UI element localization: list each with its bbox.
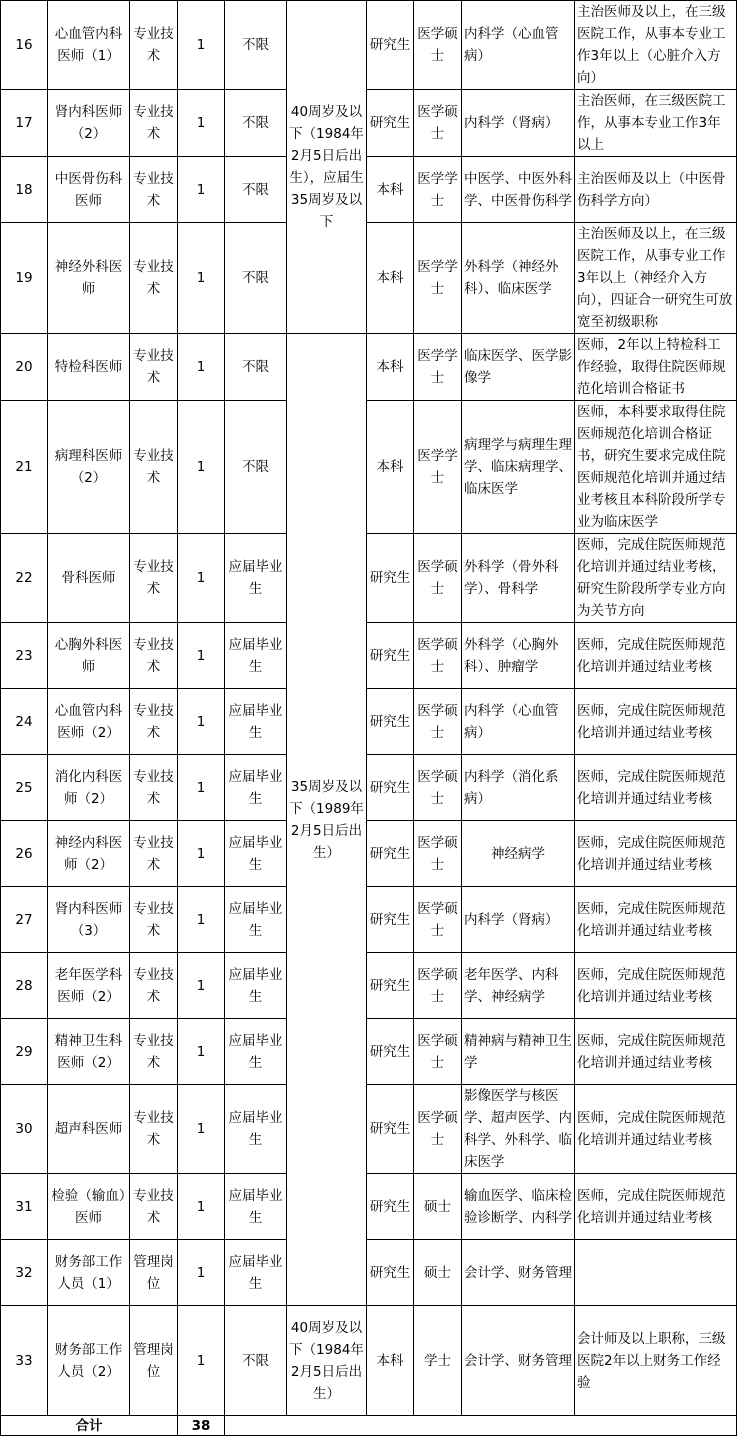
cell-name: 消化内科医师（2）	[48, 755, 130, 821]
cell-major: 内科学（心血管病）	[462, 689, 575, 755]
cell-name: 超声科医师	[48, 1085, 130, 1174]
cell-name: 神经外科医师	[48, 223, 130, 334]
cell-count: 1	[178, 623, 225, 689]
cell-graduate: 不限	[225, 1, 287, 90]
cell-category: 专业技术	[130, 334, 178, 401]
table-row	[1, 157, 737, 223]
cell-degree: 医学学士	[414, 157, 462, 223]
cell-degree: 医学硕士	[414, 755, 462, 821]
cell-count: 1	[178, 1, 225, 90]
cell-count: 1	[178, 1019, 225, 1085]
cell-major: 外科学（心胸外科）、肿瘤学	[462, 623, 575, 689]
cell-count: 1	[178, 1085, 225, 1174]
table-row	[1, 1085, 737, 1174]
total-row	[1, 1416, 737, 1436]
cell-education: 本科	[367, 401, 414, 534]
cell-graduate: 不限	[225, 334, 287, 401]
table-row	[1, 1019, 737, 1085]
cell-graduate: 不限	[225, 157, 287, 223]
cell-category: 专业技术	[130, 623, 178, 689]
cell-category: 专业技术	[130, 689, 178, 755]
cell-no: 33	[1, 1306, 48, 1416]
cell-count: 1	[178, 887, 225, 953]
cell-age-group-c: 40周岁及以下（1984年2月5日后出生）	[287, 1306, 367, 1416]
cell-education: 本科	[367, 1306, 414, 1416]
cell-major: 内科学（肾病）	[462, 887, 575, 953]
cell-name: 中医骨伤科医师	[48, 157, 130, 223]
cell-name: 心胸外科医师	[48, 623, 130, 689]
cell-name: 财务部工作人员（1）	[48, 1240, 130, 1306]
cell-major: 内科学（肾病）	[462, 90, 575, 157]
cell-name: 神经内科医师（2）	[48, 821, 130, 887]
cell-education: 本科	[367, 157, 414, 223]
cell-major: 外科学（神经外科）、临床医学	[462, 223, 575, 334]
cell-count: 1	[178, 90, 225, 157]
cell-degree: 医学硕士	[414, 887, 462, 953]
cell-no: 31	[1, 1174, 48, 1240]
total-label: 合计	[1, 1416, 178, 1436]
cell-requirements	[575, 1240, 737, 1306]
cell-category: 专业技术	[130, 1085, 178, 1174]
cell-major: 临床医学、医学影像学	[462, 334, 575, 401]
cell-graduate: 应届毕业生	[225, 755, 287, 821]
cell-name: 肾内科医师（2）	[48, 90, 130, 157]
cell-no: 20	[1, 334, 48, 401]
cell-degree: 医学学士	[414, 223, 462, 334]
cell-education: 本科	[367, 334, 414, 401]
cell-name: 特检科医师	[48, 334, 130, 401]
cell-requirements: 医师，2年以上特检科工作经验，取得住院医师规范化培训合格证书	[575, 334, 737, 401]
cell-requirements: 医师，完成住院医师规范化培训并通过结业考核	[575, 623, 737, 689]
cell-education: 研究生	[367, 689, 414, 755]
table-row	[1, 534, 737, 623]
cell-no: 27	[1, 887, 48, 953]
cell-no: 28	[1, 953, 48, 1019]
cell-major: 输血医学、临床检验诊断学、内科学	[462, 1174, 575, 1240]
cell-count: 1	[178, 755, 225, 821]
cell-graduate: 应届毕业生	[225, 1019, 287, 1085]
cell-category: 专业技术	[130, 534, 178, 623]
cell-degree: 医学硕士	[414, 689, 462, 755]
cell-major: 精神病与精神卫生学	[462, 1019, 575, 1085]
table-row	[1, 623, 737, 689]
cell-major: 会计学、财务管理	[462, 1240, 575, 1306]
cell-requirements: 医师，完成住院医师规范化培训并通过结业考核	[575, 1085, 737, 1174]
cell-major: 内科学（消化系病）	[462, 755, 575, 821]
cell-graduate: 不限	[225, 90, 287, 157]
cell-count: 1	[178, 1240, 225, 1306]
cell-category: 专业技术	[130, 755, 178, 821]
cell-requirements: 医师，完成住院医师规范化培训并通过结业考核	[575, 755, 737, 821]
table-row	[1, 223, 737, 334]
cell-name: 检验（输血）医师	[48, 1174, 130, 1240]
cell-no: 16	[1, 1, 48, 90]
cell-count: 1	[178, 157, 225, 223]
cell-major: 病理学与病理生理学、临床病理学、临床医学	[462, 401, 575, 534]
cell-education: 研究生	[367, 755, 414, 821]
cell-category: 专业技术	[130, 1, 178, 90]
cell-category: 管理岗位	[130, 1306, 178, 1416]
cell-requirements: 医师，完成住院医师规范化培训并通过结业考核	[575, 953, 737, 1019]
cell-education: 研究生	[367, 953, 414, 1019]
cell-category: 专业技术	[130, 821, 178, 887]
cell-no: 22	[1, 534, 48, 623]
cell-education: 研究生	[367, 623, 414, 689]
cell-graduate: 应届毕业生	[225, 623, 287, 689]
cell-degree: 硕士	[414, 1240, 462, 1306]
cell-count: 1	[178, 401, 225, 534]
cell-requirements: 主治医师及以上，在三级医院工作，从事本专业工作3年以上（心脏介入方向）	[575, 1, 737, 90]
cell-no: 26	[1, 821, 48, 887]
cell-category: 专业技术	[130, 1174, 178, 1240]
cell-graduate: 应届毕业生	[225, 689, 287, 755]
cell-major: 神经病学	[462, 821, 575, 887]
cell-education: 研究生	[367, 1, 414, 90]
table-row	[1, 1, 737, 90]
cell-major: 老年医学、内科学、神经病学	[462, 953, 575, 1019]
cell-graduate: 应届毕业生	[225, 953, 287, 1019]
total-count: 38	[178, 1416, 225, 1436]
cell-major: 影像医学与核医学、超声医学、内科学、外科学、临床医学	[462, 1085, 575, 1174]
cell-education: 研究生	[367, 1174, 414, 1240]
cell-major: 内科学（心血管病）	[462, 1, 575, 90]
table-row	[1, 90, 737, 157]
cell-major: 会计学、财务管理	[462, 1306, 575, 1416]
cell-education: 本科	[367, 223, 414, 334]
cell-name: 精神卫生科医师（2）	[48, 1019, 130, 1085]
cell-degree: 医学硕士	[414, 953, 462, 1019]
cell-no: 29	[1, 1019, 48, 1085]
cell-no: 17	[1, 90, 48, 157]
cell-name: 骨科医师	[48, 534, 130, 623]
cell-count: 1	[178, 1174, 225, 1240]
cell-name: 心血管内科医师（1）	[48, 1, 130, 90]
cell-requirements: 医师，完成住院医师规范化培训并通过结业考核，研究生阶段所学专业方向为关节方向	[575, 534, 737, 623]
cell-name: 肾内科医师（3）	[48, 887, 130, 953]
cell-graduate: 应届毕业生	[225, 821, 287, 887]
cell-name: 心血管内科医师（2）	[48, 689, 130, 755]
cell-degree: 医学硕士	[414, 1085, 462, 1174]
cell-no: 21	[1, 401, 48, 534]
cell-graduate: 应届毕业生	[225, 1085, 287, 1174]
cell-major: 中医学、中医外科学、中医骨伤科学	[462, 157, 575, 223]
cell-count: 1	[178, 223, 225, 334]
cell-degree: 医学学士	[414, 334, 462, 401]
cell-education: 研究生	[367, 1019, 414, 1085]
cell-count: 1	[178, 689, 225, 755]
cell-category: 专业技术	[130, 223, 178, 334]
table-row	[1, 821, 737, 887]
cell-requirements: 医师，本科要求取得住院医师规范化培训合格证书，研究生要求完成住院医师规范化培训并通过结业考核且本科阶段所学专业为临床医学	[575, 401, 737, 534]
cell-category: 专业技术	[130, 401, 178, 534]
cell-count: 1	[178, 821, 225, 887]
cell-degree: 医学学士	[414, 401, 462, 534]
cell-age-group-a: 40周岁及以下（1984年2月5日后出生），应届生35周岁及以下	[287, 1, 367, 334]
cell-no: 25	[1, 755, 48, 821]
cell-requirements: 医师，完成住院医师规范化培训并通过结业考核	[575, 689, 737, 755]
table-row	[1, 953, 737, 1019]
table-row	[1, 1306, 737, 1416]
table-row	[1, 887, 737, 953]
cell-graduate: 应届毕业生	[225, 887, 287, 953]
cell-requirements: 主治医师，在三级医院工作，从事本专业工作3年以上	[575, 90, 737, 157]
table-row	[1, 334, 737, 401]
cell-major: 外科学（骨外科学）、骨科学	[462, 534, 575, 623]
cell-degree: 医学硕士	[414, 821, 462, 887]
cell-education: 研究生	[367, 90, 414, 157]
cell-requirements: 会计师及以上职称，三级医院2年以上财务工作经验	[575, 1306, 737, 1416]
cell-degree: 学士	[414, 1306, 462, 1416]
cell-graduate: 不限	[225, 1306, 287, 1416]
cell-graduate: 不限	[225, 223, 287, 334]
cell-degree: 医学硕士	[414, 1019, 462, 1085]
cell-degree: 医学硕士	[414, 90, 462, 157]
cell-requirements: 医师，完成住院医师规范化培训并通过结业考核	[575, 887, 737, 953]
table-row	[1, 1240, 737, 1306]
table-row	[1, 689, 737, 755]
cell-category: 专业技术	[130, 157, 178, 223]
cell-category: 管理岗位	[130, 1240, 178, 1306]
cell-category: 专业技术	[130, 1019, 178, 1085]
table-row	[1, 755, 737, 821]
cell-requirements: 主治医师及以上，在三级医院工作，从事专业工作3年以上（神经介入方向），四证合一研究生可放宽至初级职称	[575, 223, 737, 334]
cell-requirements: 医师，完成住院医师规范化培训并通过结业考核	[575, 1174, 737, 1240]
cell-count: 1	[178, 334, 225, 401]
cell-count: 1	[178, 534, 225, 623]
cell-education: 研究生	[367, 821, 414, 887]
cell-requirements: 医师，完成住院医师规范化培训并通过结业考核	[575, 821, 737, 887]
cell-degree: 硕士	[414, 1174, 462, 1240]
cell-count: 1	[178, 1306, 225, 1416]
cell-graduate: 应届毕业生	[225, 1174, 287, 1240]
cell-education: 研究生	[367, 1240, 414, 1306]
cell-name: 病理科医师（2）	[48, 401, 130, 534]
total-empty	[225, 1416, 737, 1436]
cell-name: 财务部工作人员（2）	[48, 1306, 130, 1416]
cell-no: 24	[1, 689, 48, 755]
cell-degree: 医学硕士	[414, 534, 462, 623]
cell-category: 专业技术	[130, 953, 178, 1019]
cell-education: 研究生	[367, 1085, 414, 1174]
cell-degree: 医学硕士	[414, 623, 462, 689]
cell-graduate: 应届毕业生	[225, 1240, 287, 1306]
cell-requirements: 医师，完成住院医师规范化培训并通过结业考核	[575, 1019, 737, 1085]
cell-graduate: 不限	[225, 401, 287, 534]
cell-age-group-b: 35周岁及以下（1989年2月5日后出生）	[287, 334, 367, 1306]
cell-count: 1	[178, 953, 225, 1019]
cell-degree: 医学硕士	[414, 1, 462, 90]
cell-name: 老年医学科医师（2）	[48, 953, 130, 1019]
cell-graduate: 应届毕业生	[225, 534, 287, 623]
cell-education: 研究生	[367, 534, 414, 623]
cell-requirements: 主治医师及以上（中医骨伤科学方向）	[575, 157, 737, 223]
cell-category: 专业技术	[130, 887, 178, 953]
cell-no: 19	[1, 223, 48, 334]
cell-category: 专业技术	[130, 90, 178, 157]
cell-no: 18	[1, 157, 48, 223]
cell-no: 23	[1, 623, 48, 689]
cell-no: 30	[1, 1085, 48, 1174]
cell-education: 研究生	[367, 887, 414, 953]
table-row	[1, 1174, 737, 1240]
table-row	[1, 401, 737, 534]
cell-no: 32	[1, 1240, 48, 1306]
